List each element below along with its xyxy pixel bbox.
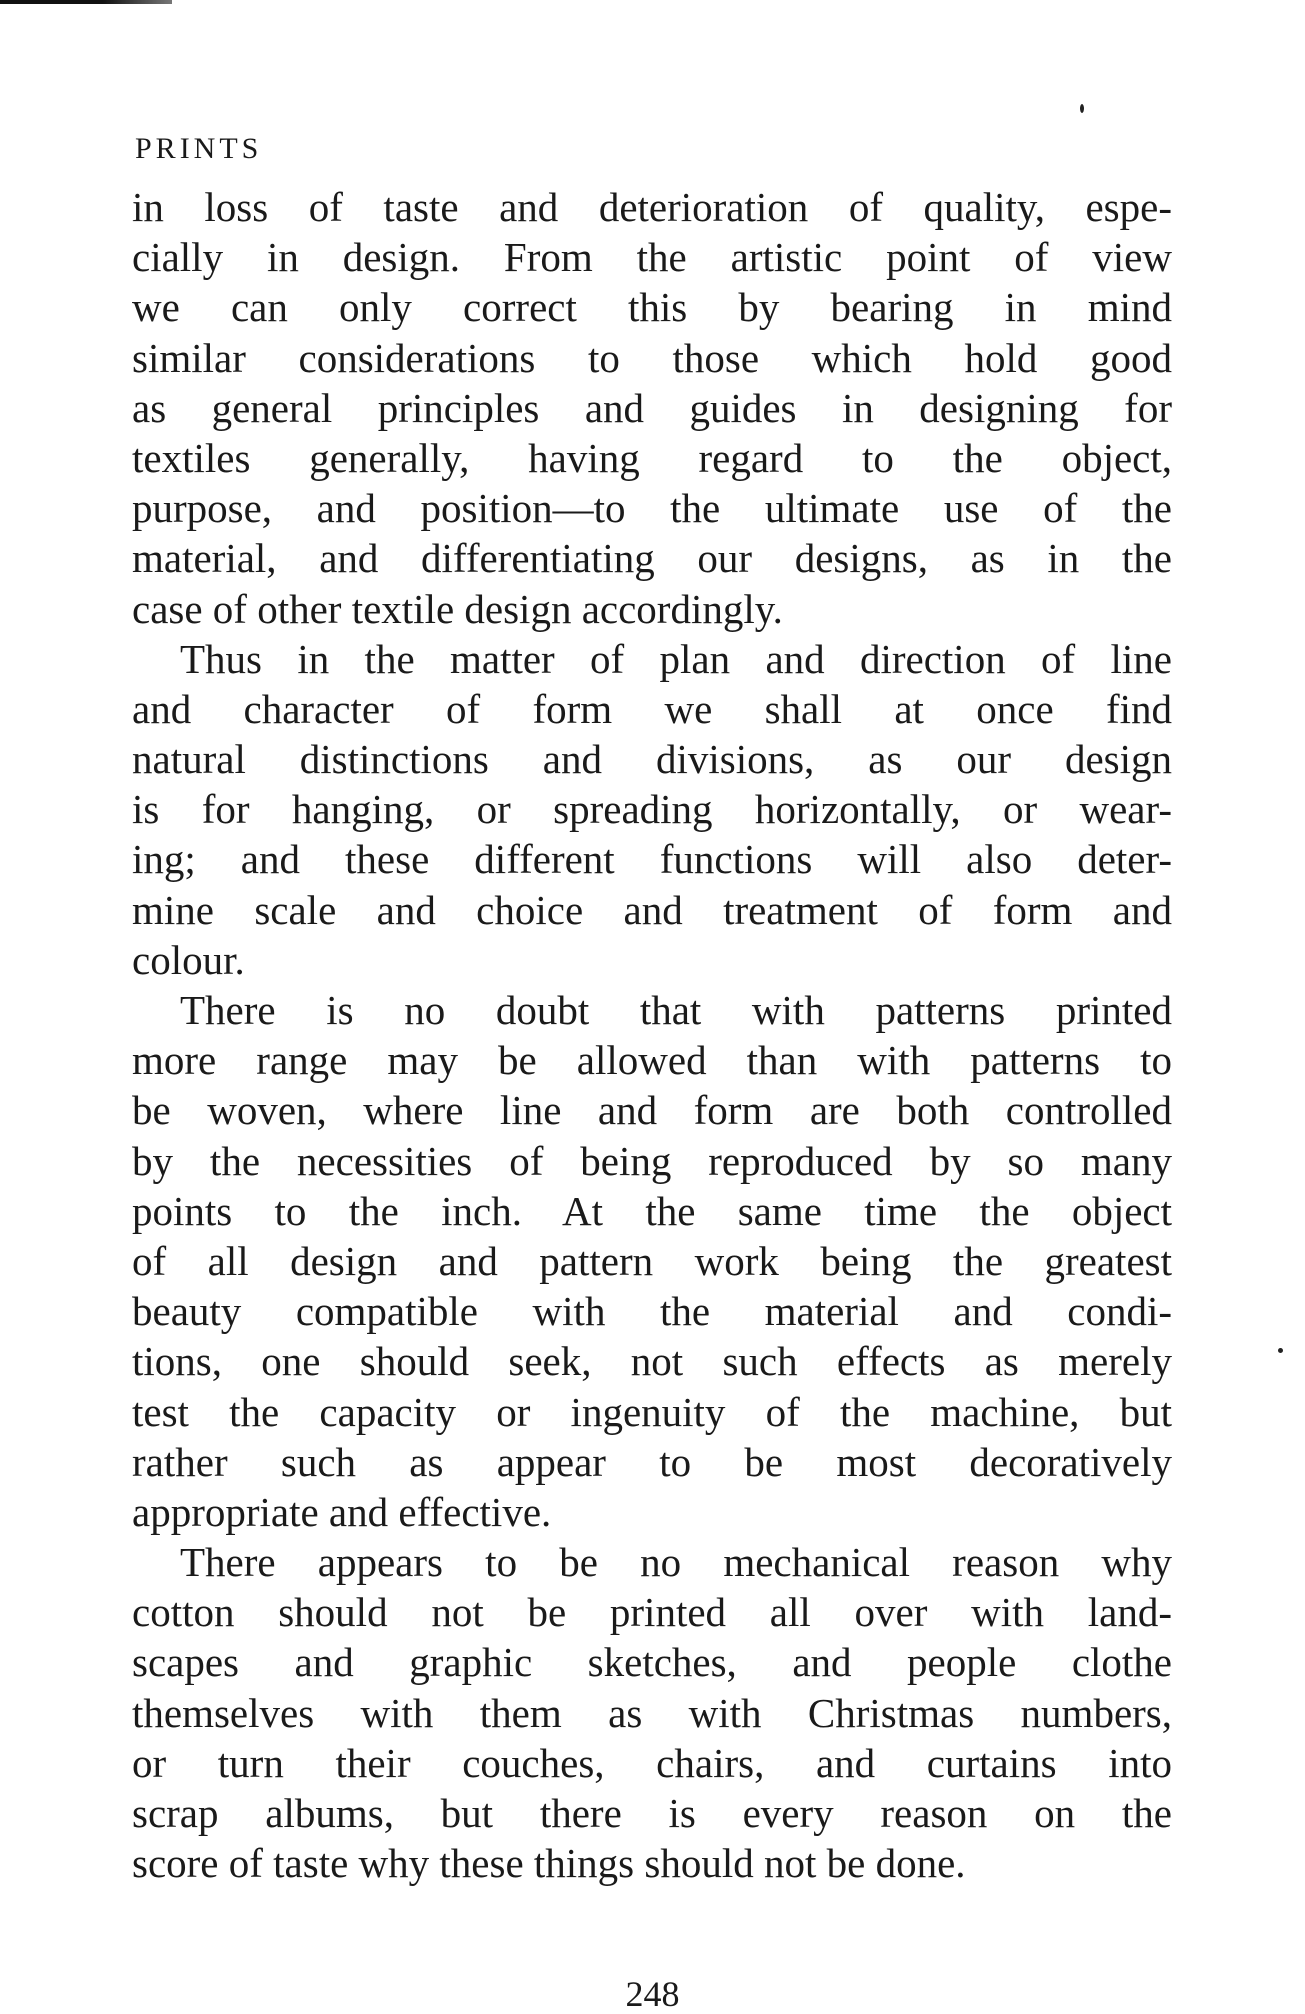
text-line: appropriate and effective. — [132, 1488, 552, 1535]
text-line: mine scale and choice and treatment of form and — [132, 886, 1172, 933]
text-line: case of other textile design accordingly. — [132, 585, 783, 632]
text-line: in loss of taste and deterioration of quality, espe- — [132, 184, 1172, 230]
text-line: Thus in the matter of plan and direction of line — [180, 635, 1172, 682]
text-line: and character of form we shall at once find — [132, 685, 1172, 732]
text-line: by the necessities of being reproduced by so many — [132, 1137, 1172, 1184]
scan-speck — [1278, 1348, 1283, 1353]
text-line: textiles generally, having regard to the object, — [132, 434, 1172, 481]
paragraph — [132, 985, 1172, 1537]
text-line: colour. — [132, 936, 245, 983]
text-line: material, and differentiating our designs, as in the — [132, 535, 1172, 582]
text-line: beauty compatible with the material and condi- — [132, 1288, 1172, 1335]
text-line: ing; and these different functions will also deter- — [132, 836, 1172, 883]
scan-speck — [1080, 104, 1084, 113]
text-line: or turn their couches, chairs, and curtains into — [132, 1739, 1172, 1786]
text-line: test the capacity or ingenuity of the machine, but — [132, 1388, 1172, 1435]
paragraph — [132, 182, 1172, 634]
text-line: more range may be allowed than with patterns to — [132, 1037, 1172, 1084]
text-line: of all design and pattern work being the greatest — [132, 1237, 1172, 1284]
text-line: scapes and graphic sketches, and people clothe — [132, 1639, 1172, 1686]
paragraph — [132, 1537, 1172, 1888]
text-line: scrap albums, but there is every reason on the — [132, 1790, 1172, 1836]
paragraph — [132, 634, 1172, 985]
text-line: points to the inch. At the same time the object — [132, 1187, 1172, 1234]
scan-edge-rule — [0, 0, 172, 4]
page-body — [132, 182, 1172, 1888]
text-line: we can only correct this by bearing in mind — [132, 284, 1172, 331]
text-line: cotton should not be printed all over with land- — [132, 1589, 1172, 1636]
text-line: natural distinctions and divisions, as our design — [132, 736, 1172, 783]
running-head: PRINTS — [135, 132, 263, 165]
text-line: tions, one should seek, not such effects as merely — [132, 1338, 1172, 1385]
text-line: themselves with them as with Christmas numbers, — [132, 1689, 1172, 1736]
text-line: purpose, and position—to the ultimate use of the — [132, 485, 1172, 532]
text-line: as general principles and guides in designing for — [132, 384, 1172, 431]
text-line: be woven, where line and form are both controlled — [132, 1087, 1172, 1134]
text-line: score of taste why these things should not be done. — [132, 1840, 966, 1887]
text-line: There is no doubt that with patterns printed — [180, 987, 1172, 1033]
page-number: 248 — [625, 1974, 680, 2014]
text-line: is for hanging, or spreading horizontally, or wear- — [132, 786, 1172, 833]
text-line: There appears to be no mechanical reason why — [180, 1539, 1172, 1586]
text-line: similar considerations to those which hold good — [132, 334, 1172, 381]
text-line: rather such as appear to be most decoratively — [132, 1438, 1172, 1485]
text-line: cially in design. From the artistic point of view — [132, 234, 1172, 281]
